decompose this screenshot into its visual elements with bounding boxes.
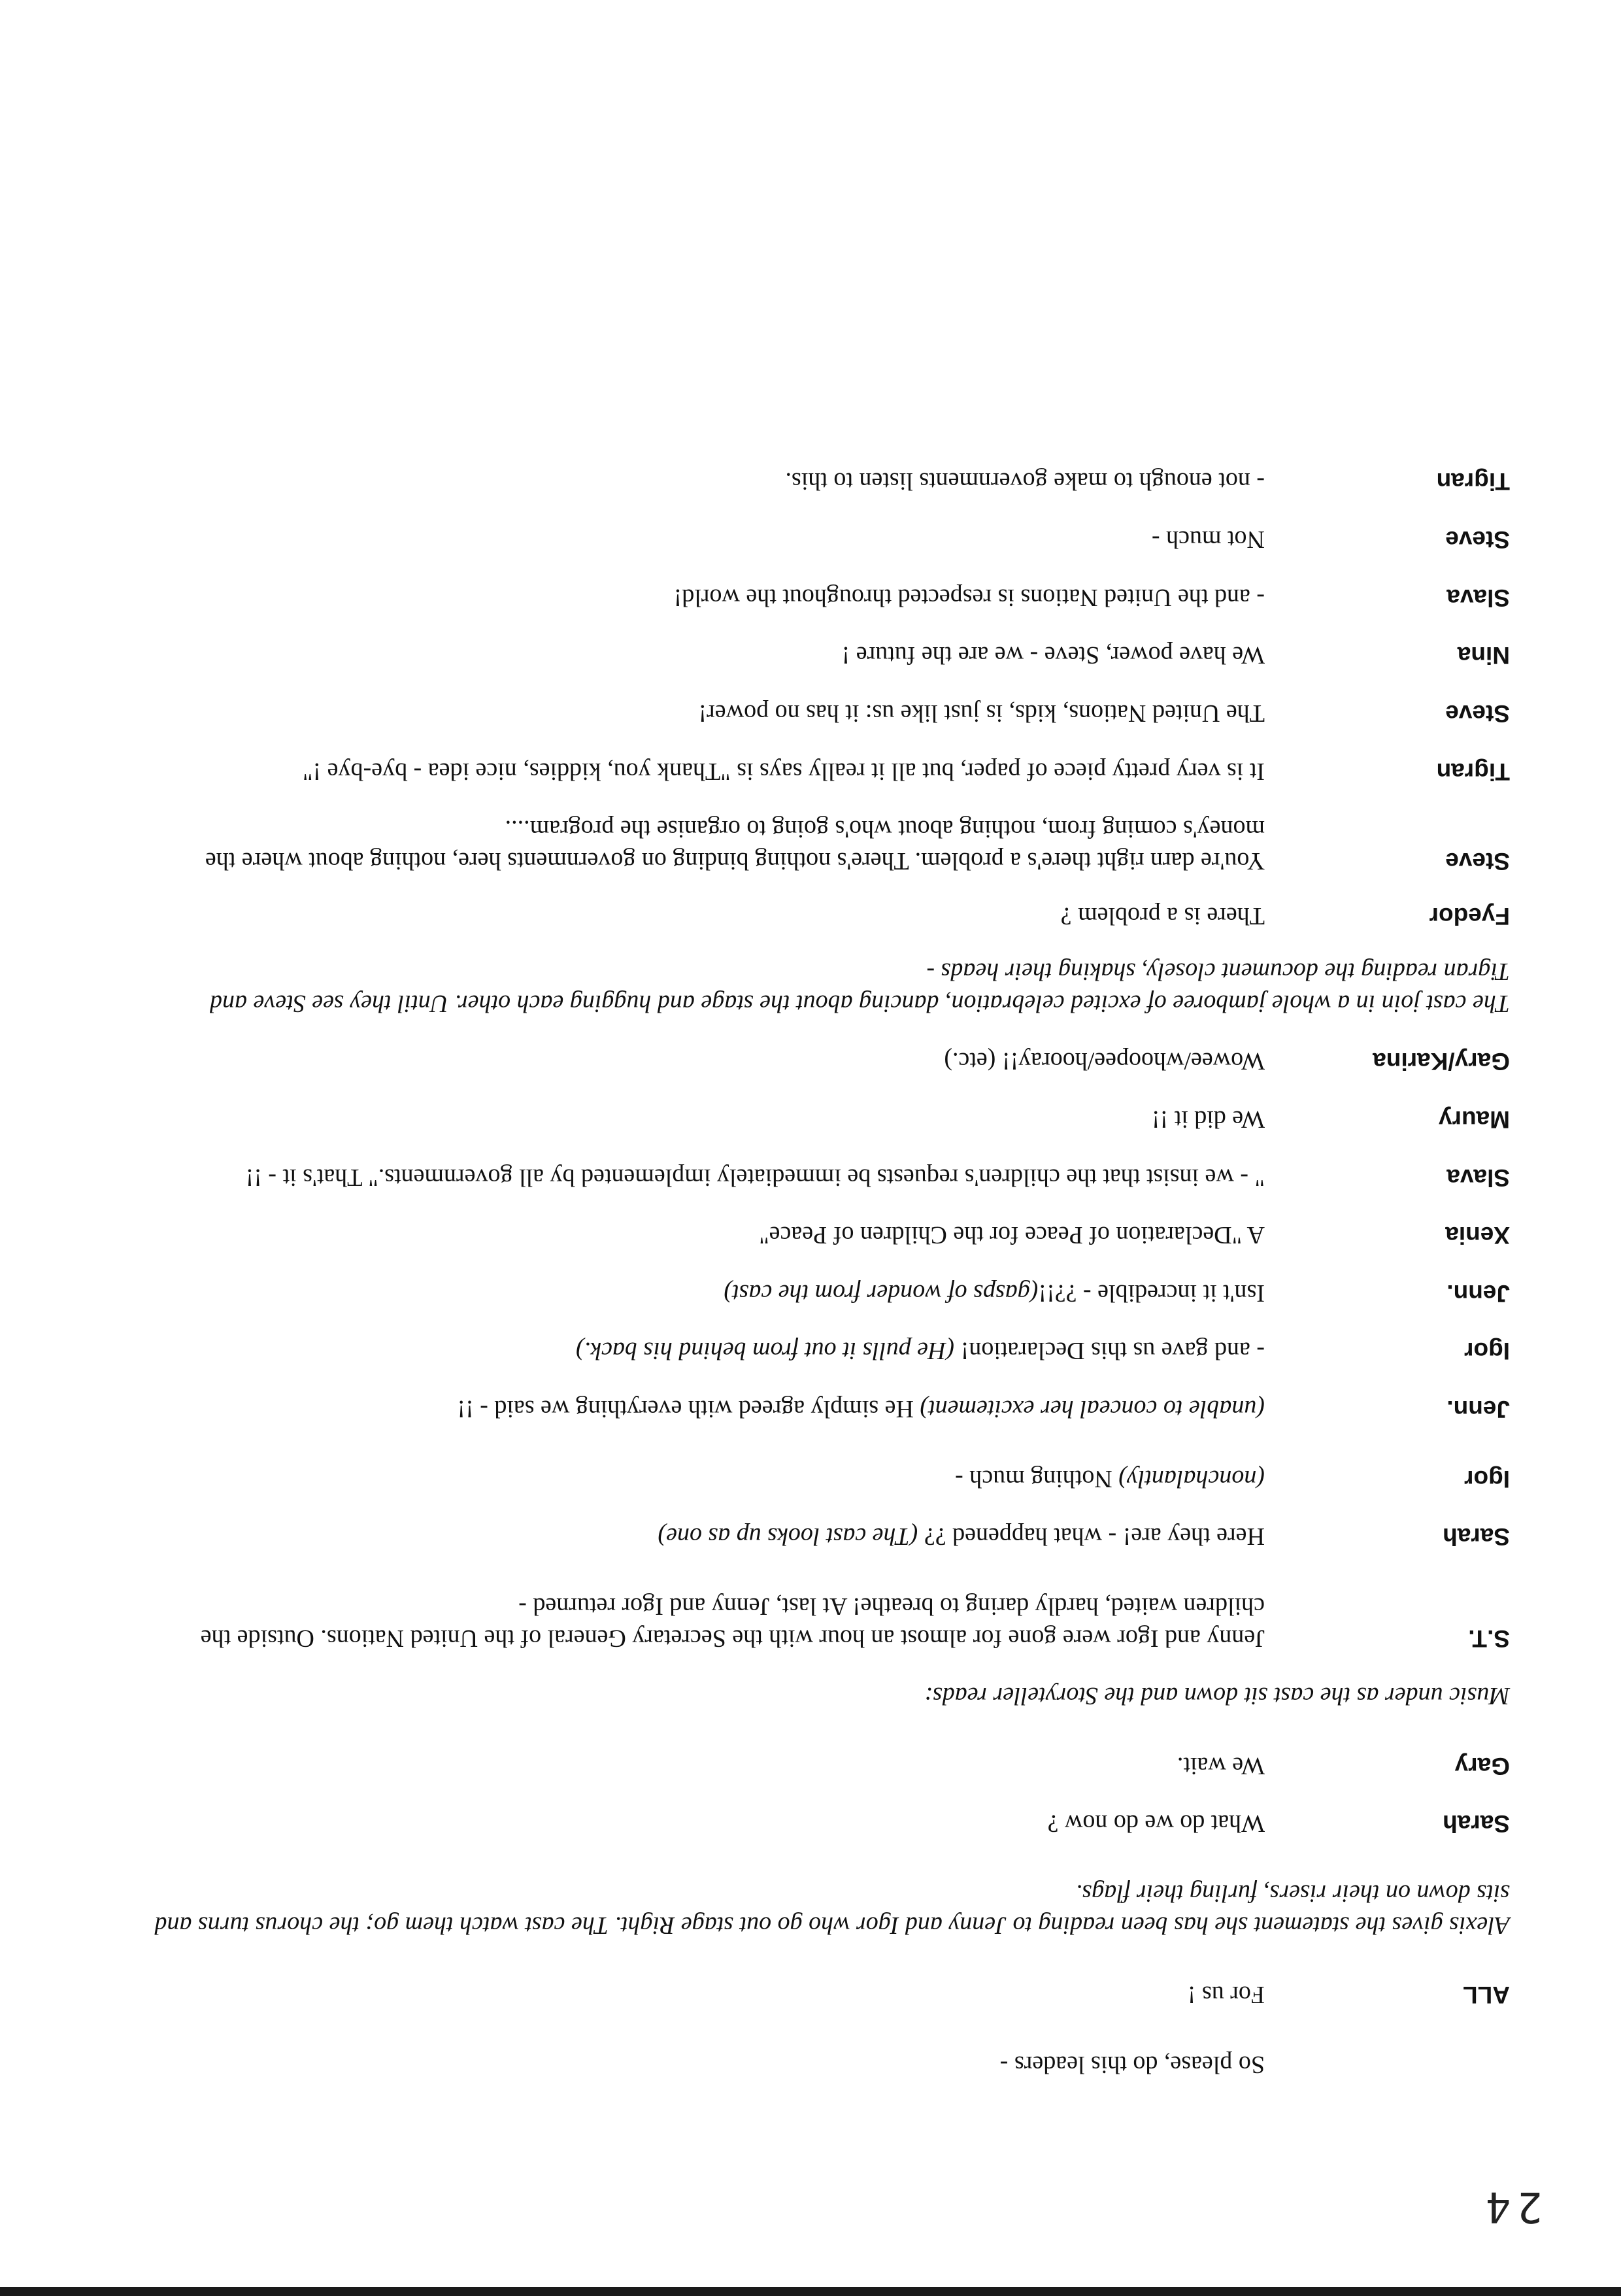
speaker-name: Jenn. bbox=[1446, 1396, 1510, 1423]
speaker-name: Fyedor bbox=[1429, 903, 1510, 930]
spoken-text: We wait. bbox=[1177, 1751, 1265, 1780]
spoken-text: - and gave us this Declaration! bbox=[954, 1337, 1265, 1365]
dialogue-line bbox=[150, 1277, 1510, 1309]
spoken-text: It is very pretty piece of paper, but all it really says is "Thank you, kiddies, nice idea - bye-bye !" bbox=[303, 757, 1265, 785]
dialogue-line bbox=[150, 1335, 1510, 1367]
inline-direction: (unable to conceal her excitement) bbox=[920, 1395, 1265, 1423]
speaker-name: Tigran bbox=[1436, 468, 1510, 496]
dialogue-text bbox=[150, 1808, 1265, 1840]
dialogue-text bbox=[150, 1462, 1265, 1494]
dialogue-text bbox=[150, 900, 1265, 932]
dialogue-text bbox=[150, 465, 1265, 498]
spoken-text: What do we do now ? bbox=[1047, 1810, 1265, 1838]
inline-direction: (The cast looks up as one) bbox=[658, 1523, 918, 1551]
dialogue-text bbox=[150, 1103, 1265, 1135]
spoken-text: We have power, Steve - we are the future ! bbox=[841, 641, 1265, 669]
dialogue-line bbox=[150, 1521, 1510, 1553]
speaker-name: Steve bbox=[1445, 526, 1510, 554]
dialogue-text bbox=[150, 581, 1265, 613]
speaker-name: Slava bbox=[1446, 1164, 1510, 1191]
dialogue-line bbox=[150, 1103, 1510, 1135]
stage-direction-text: Music under as the cast sit down and the Storyteller reads: bbox=[924, 1682, 1510, 1710]
speaker-name: Maury bbox=[1439, 1106, 1510, 1133]
speaker-name: Igor bbox=[1464, 1465, 1510, 1493]
dialogue-text bbox=[150, 1335, 1265, 1367]
dialogue-text bbox=[150, 1161, 1265, 1193]
spoken-text: Isn't it incredible - ??!! bbox=[1038, 1279, 1265, 1307]
speaker-name: Nina bbox=[1457, 642, 1510, 669]
script-content bbox=[150, 439, 1510, 2080]
spoken-text: - not enough to make governments listen to this. bbox=[785, 467, 1265, 496]
scan-edge bbox=[0, 2287, 1621, 2296]
dialogue-line bbox=[150, 900, 1510, 932]
spoken-text: Nothing much - bbox=[955, 1464, 1119, 1493]
dialogue-line bbox=[150, 465, 1510, 498]
inline-direction: (gasps of wonder from the cast) bbox=[724, 1279, 1039, 1307]
dialogue-line bbox=[150, 1749, 1510, 1781]
dialogue-text bbox=[150, 1277, 1265, 1309]
stage-direction-text: Alexis gives the statement she has been reading to Jenny and Igor who go out stage Right. The cast watch them go; the chorus turns and sits down on their risers, furling their flags. bbox=[154, 1880, 1510, 1939]
dialogue-line bbox=[150, 1161, 1510, 1193]
page-number: 24 bbox=[1479, 2182, 1543, 2231]
spoken-text: - and the United Nations is respected throughout the world! bbox=[673, 583, 1265, 611]
stage-direction bbox=[150, 956, 1510, 1019]
dialogue-text bbox=[150, 813, 1265, 877]
dialogue-line bbox=[150, 813, 1510, 877]
dialogue-line bbox=[150, 1219, 1510, 1251]
dialogue-text bbox=[150, 1219, 1265, 1251]
dialogue-line bbox=[150, 524, 1510, 556]
dialogue-line bbox=[150, 1462, 1510, 1494]
dialogue-line bbox=[150, 581, 1510, 613]
speaker-name: Gary/Karina bbox=[1373, 1048, 1510, 1075]
spoken-text: Here they are! - what happened ?? bbox=[918, 1523, 1265, 1551]
spoken-text: Jenny and Igor were gone for almost an hour with the Secretary General of the United Nations. Outside the children waited, hardly daring to breathe! At last, Jenny and Igor returned - bbox=[200, 1593, 1265, 1652]
dialogue-text bbox=[150, 1393, 1265, 1425]
dialogue-line bbox=[150, 1979, 1510, 2011]
dialogue-text bbox=[150, 1749, 1265, 1781]
stage-direction bbox=[150, 1680, 1510, 1712]
spoken-text: Not much - bbox=[1151, 526, 1265, 554]
spoken-text: We did it !! bbox=[1151, 1106, 1265, 1133]
spoken-text: Wowee/whoopee/hooray!! (etc.) bbox=[944, 1047, 1265, 1075]
dialogue-line bbox=[150, 639, 1510, 671]
spoken-text: For us ! bbox=[1187, 1981, 1265, 2009]
spoken-text: " - we insist that the children's requests be immediately implemented by all governments." That's it - !! bbox=[245, 1163, 1265, 1191]
speaker-name: Igor bbox=[1464, 1338, 1510, 1365]
spoken-text: There is a problem ? bbox=[1060, 902, 1265, 930]
dialogue-text bbox=[150, 1521, 1265, 1553]
spoken-text: He simply agreed with everything we said - !! bbox=[457, 1395, 920, 1423]
spoken-text: The United Nations, kids, is just like us: it has no power! bbox=[698, 700, 1265, 727]
speaker-name: Sarah bbox=[1443, 1523, 1510, 1551]
inline-direction: (nonchalantly) bbox=[1118, 1464, 1265, 1493]
dialogue-line bbox=[150, 697, 1510, 729]
dialogue-text bbox=[150, 524, 1265, 556]
speaker-name: Tigran bbox=[1436, 758, 1510, 785]
opening-line bbox=[150, 2048, 1510, 2080]
speaker-name: S.T. bbox=[1468, 1625, 1510, 1652]
dialogue-text: So please, do this leaders - bbox=[999, 2051, 1265, 2078]
inline-direction: (He pulls it out from behind his back.) bbox=[576, 1337, 955, 1365]
dialogue-text bbox=[150, 755, 1265, 787]
speaker-name: Steve bbox=[1445, 700, 1510, 727]
dialogue-text bbox=[150, 1590, 1265, 1653]
dialogue-line bbox=[150, 1393, 1510, 1425]
dialogue-text bbox=[150, 697, 1265, 729]
script-lines bbox=[150, 465, 1510, 2011]
dialogue-text bbox=[150, 1979, 1265, 2011]
dialogue-line bbox=[150, 755, 1510, 787]
speaker-name: Jenn. bbox=[1446, 1279, 1510, 1307]
speaker-name: Gary bbox=[1454, 1752, 1510, 1780]
speaker-name: Xenia bbox=[1445, 1222, 1510, 1249]
dialogue-line bbox=[150, 1045, 1510, 1077]
dialogue-text bbox=[150, 639, 1265, 671]
dialogue-line bbox=[150, 1590, 1510, 1653]
speaker-name: Steve bbox=[1445, 847, 1510, 875]
spoken-text: You're darn right there's a problem. There's nothing binding on governments here, nothing about where the money's coming from, nothing about who's going to organise the program.... bbox=[205, 815, 1265, 875]
dialogue-line bbox=[150, 1808, 1510, 1840]
speaker-name: ALL bbox=[1463, 1982, 1510, 2009]
dialogue-text bbox=[150, 1045, 1265, 1077]
speaker-name: Slava bbox=[1446, 584, 1510, 611]
stage-direction bbox=[150, 1878, 1510, 1941]
speaker-name: Sarah bbox=[1443, 1810, 1510, 1838]
stage-direction-text: The cast join in a whole jamboree of excited celebration, dancing about the stage and hugging each other. Until they see Steve and Tigran reading the document closely, shaking their heads - bbox=[210, 958, 1510, 1017]
spoken-text: A "Declaration of Peace for the Children of Peace" bbox=[759, 1221, 1265, 1249]
